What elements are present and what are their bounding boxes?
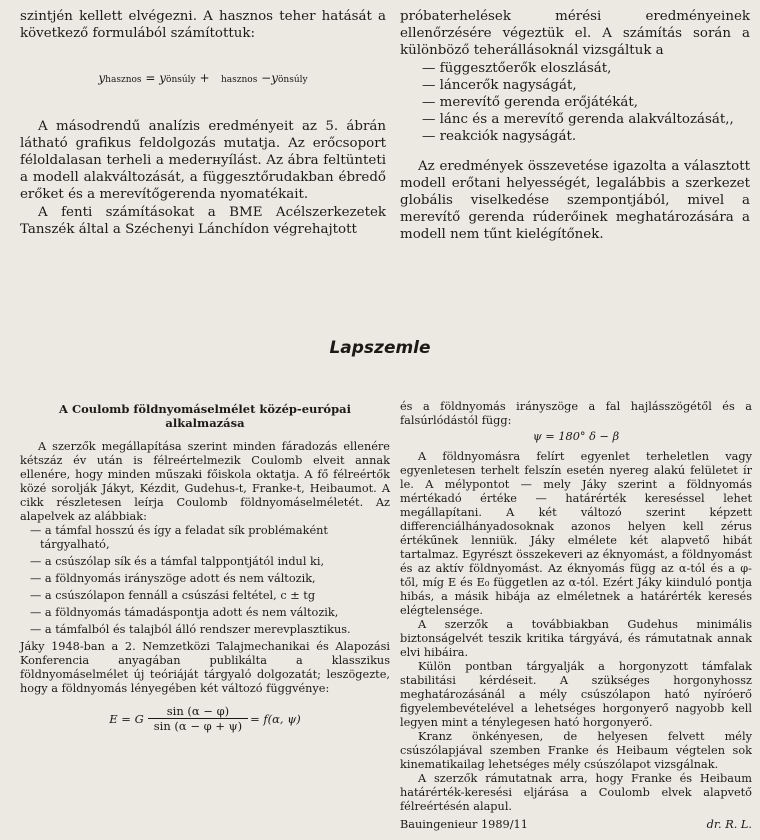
list-item: — a csúszólap sík és a támfal talppontjától indul ki, xyxy=(30,555,325,568)
load-formula: yhasznos = yönsúly + hasznos −yönsúly xyxy=(98,71,308,86)
list-item: — függesztőerők eloszlását, xyxy=(422,60,612,76)
paragraph: A másodrendű analízis eredményeit az 5. ábrán látható grafikus feldolgozás mutatja. Az erőcsoport féloldalasan terheli a mederнyílást. Az ábra feltünteti a modell alakváltozását, a függesztőrudakban ébredő erőket és a merevítőgerenda nyomatékait. xyxy=(20,118,386,203)
paragraph: A szerzők a továbbiakban Gudehus minimális biztonságelvét teszik kritika tárgyává, és rámutatnak annak elvi hibáira. xyxy=(400,618,752,659)
examined-items-list xyxy=(400,60,750,146)
paragraph: A fenti számításokat a BME Acélszerkezetek Tanszék által a Széchenyi Lánchídon végrehajtott xyxy=(20,204,386,237)
earth-pressure-formula: E = G $\frac{\sin (\alpha - \varphi)}{\sin (\alpha - \varphi + \psi)}$ = f(α, ψ) xyxy=(109,704,301,733)
list-item: — a csúszólapon fennáll a csúszási feltétel, c ± tg xyxy=(30,589,316,602)
list-item: — a támfalból és talajból álló rendszer merevplasztikus. xyxy=(30,623,351,636)
principles-list xyxy=(20,524,390,637)
paragraph: próbaterhelések mérési eredményeinek ellenőrzésére végeztük el. A számítás során a különböző teherállásoknál vizsgáltuk a xyxy=(400,9,750,59)
list-item: — a földnyomás irányszöge adott és nem változik, xyxy=(30,572,316,585)
article-title: A Coulomb földnyomáselmélet közép-európai alkalmazása xyxy=(59,402,351,430)
angle-formula: ψ = 180° δ − β xyxy=(532,430,620,443)
paragraph: Jáky 1948-ban a 2. Nemzetközi Talajmechanikai és Alapozási Konferencia anyagában publikálta a klasszikus földnyomáselmélet új teóriáját tárgyaló dolgozatát; leszögezte, hogy a földnyomás lényegében két változó függvénye: xyxy=(20,640,390,695)
paragraph: és a földnyomás irányszöge a fal hajlásszögétől és a falsúrlódástól függ: xyxy=(400,400,752,427)
paragraph: szintjén kellett elvégezni. A hasznos teher hatását a következő formulából számítottuk: xyxy=(20,9,386,42)
list-item: — láncerők nagyságát, xyxy=(422,77,577,93)
list-item: — merevítő gerenda erőjátékát, xyxy=(422,95,638,111)
source-citation: Bauingenieur 1989/11 xyxy=(400,818,528,831)
paragraph: Külön pontban tárgyalják a horgonyzott támfalak stabilitási kérdéseit. A szükséges horgonyhossz meghatározásánál a mély csúszólapon ható nyíróerő figyelembevételével a lehetséges horgonyerő nagyobb kell legyen mint a ténylegesen ható horgonyerő. xyxy=(400,660,752,729)
paragraph: A szerzők rámutatnak arra, hogy Franke és Heibaum határérték-keresési eljárása a Coulomb elvek alapvető félreértésén alapul. xyxy=(400,772,752,813)
paragraph: A földnyomásra felírt egyenlet terheletlen vagy egyenletesen terhelt felszín esetén nyereg alakú felületet ír le. A mélypontot — mely Jáky szerint a földnyomás mértékadó értéke — határérték kereséssel lehet megállapítani. A két változó szerint képzett differenciálhányadosoknak azonos helyen kell zérus értékűnek lenniük. Jáky elmélete két alapvető hibát tartalmaz. Egyrészt összekeveri az éknyomást, a földnyomást és az aktív földnyomást. Az éknyomás függ az α-tól és a φ-től, míg E és E₀ független az α-tól. Ezért Jáky kiinduló pontja hibás, a másik hibája az elméletnek a határérték keresés elégtelensége. xyxy=(400,450,752,617)
review-left-column xyxy=(20,400,390,733)
list-item: — reakciók nagyságát. xyxy=(422,129,577,145)
section-title: Lapszemle xyxy=(329,338,431,358)
list-item: — a földnyomás támadáspontja adott és nem változik, xyxy=(30,606,339,619)
review-right-column xyxy=(400,400,752,832)
list-item: — lánc és a merevítő gerenda alakváltozását,, xyxy=(422,112,734,128)
article-footer xyxy=(400,818,752,832)
paragraph: Az eredmények összevetése igazolta a választott modell erőtani helyességét, legalábbis a szerkezet globális viselkedése szempontjából, mivel a merevítő gerenda rúderőinek meghatározására a modell nem tűnt kielégítőnek. xyxy=(400,158,750,243)
list-item: — a támfal hosszú és így a feladat sík problémaként tárgyalható, xyxy=(30,524,328,551)
paragraph: Kranz önkényesen, de helyesen felvett mély csúszólapjával szemben Franke és Heibaum végtelen sok kinematikailag lehetséges mély csúszólapot vizsgálnak. xyxy=(400,730,752,771)
top-left-column xyxy=(20,8,386,238)
paragraph: A szerzők megállapítása szerint minden fáradozás ellenére kétszáz év után is félreértelmezik Coulomb elveit annak ellenére, hogy minden műszaki főiskola oktatja. A fő félreértők közé sorolják Jákyt, Kézdit, Gudehus-t, Franke-t, Heibaumot. A cikk részletesen leírja Coulomb földnyomáselméletét. Az alapelvek az alábbiak: xyxy=(20,440,390,523)
top-right-column xyxy=(400,8,750,244)
author-signature: dr. R. L. xyxy=(706,818,752,831)
